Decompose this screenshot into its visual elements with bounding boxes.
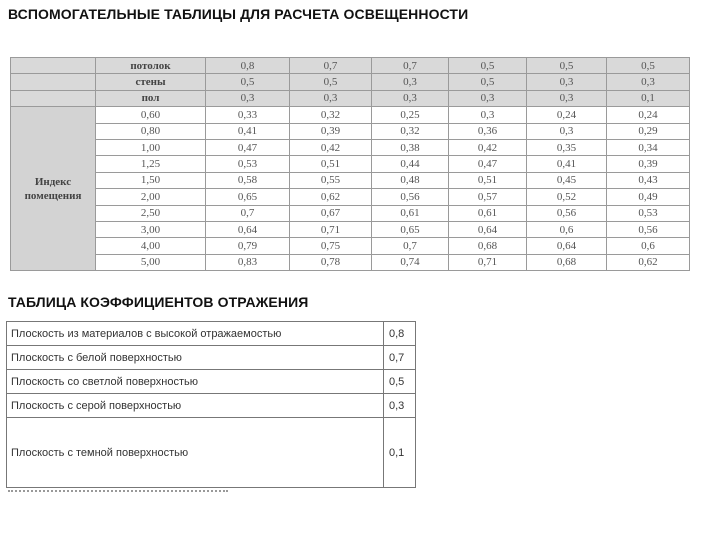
utilization-value-cell: 0,35 [527,139,607,155]
table-row [11,254,690,270]
header-value-cell: 0,3 [372,74,449,90]
utilization-value-cell: 0,6 [607,238,690,254]
surface-label: Плоскость из материалов с высокой отражаемостью [7,322,384,346]
utilization-value-cell: 0,44 [372,156,449,172]
reflection-row [7,370,416,394]
utilization-value-cell: 0,34 [607,139,690,155]
illumination-table [10,57,690,271]
table-row [11,123,690,139]
utilization-value-cell: 0,7 [206,205,290,221]
header-value-cell: 0,3 [527,74,607,90]
utilization-value-cell: 0,83 [206,254,290,270]
room-index-value: 2,00 [96,189,206,205]
header-label-cell: потолок [96,58,206,74]
room-index-value: 1,00 [96,139,206,155]
header-value-cell: 0,5 [607,58,690,74]
header-value-cell: 0,3 [607,74,690,90]
header-label-cell: пол [96,90,206,106]
room-index-value: 2,50 [96,205,206,221]
utilization-value-cell: 0,6 [527,221,607,237]
reflection-coefficient: 0,1 [384,418,416,488]
utilization-value-cell: 0,33 [206,107,290,123]
utilization-value-cell: 0,41 [206,123,290,139]
header-value-cell: 0,7 [372,58,449,74]
reflection-row [7,418,416,488]
header-value-cell: 0,3 [527,90,607,106]
utilization-value-cell: 0,61 [449,205,527,221]
room-index-label: Индекс помещения [11,107,96,271]
header-value-cell: 0,1 [607,90,690,106]
utilization-value-cell: 0,75 [290,238,372,254]
utilization-value-cell: 0,42 [290,139,372,155]
reflection-row [7,346,416,370]
utilization-value-cell: 0,71 [290,221,372,237]
table-row [11,156,690,172]
utilization-value-cell: 0,45 [527,172,607,188]
utilization-value-cell: 0,62 [290,189,372,205]
surface-label: Плоскость с темной поверхностью [7,418,384,488]
utilization-value-cell: 0,29 [607,123,690,139]
utilization-value-cell: 0,55 [290,172,372,188]
illumination-title: ВСПОМОГАТЕЛЬНЫЕ ТАБЛИЦЫ ДЛЯ РАСЧЕТА ОСВЕЩЕННОСТИ [8,6,469,22]
utilization-value-cell: 0,51 [449,172,527,188]
table-row [11,189,690,205]
utilization-value-cell: 0,65 [206,189,290,205]
utilization-value-cell: 0,67 [290,205,372,221]
room-index-value: 0,80 [96,123,206,139]
utilization-value-cell: 0,3 [449,107,527,123]
header-spacer-cell [11,74,96,90]
room-index-value: 3,00 [96,221,206,237]
reflection-coefficient: 0,3 [384,394,416,418]
utilization-value-cell: 0,38 [372,139,449,155]
utilization-value-cell: 0,68 [527,254,607,270]
room-index-value: 5,00 [96,254,206,270]
header-value-cell: 0,3 [206,90,290,106]
utilization-value-cell: 0,53 [206,156,290,172]
header-value-cell: 0,5 [206,74,290,90]
utilization-value-cell: 0,32 [372,123,449,139]
utilization-value-cell: 0,62 [607,254,690,270]
utilization-value-cell: 0,71 [449,254,527,270]
reflection-coefficient: 0,5 [384,370,416,394]
header-row [11,58,690,74]
utilization-value-cell: 0,47 [206,139,290,155]
header-value-cell: 0,7 [290,58,372,74]
table-row [11,205,690,221]
room-index-value: 4,00 [96,238,206,254]
utilization-value-cell: 0,53 [607,205,690,221]
reflection-row [7,394,416,418]
reflection-coefficient: 0,8 [384,322,416,346]
utilization-value-cell: 0,7 [372,238,449,254]
utilization-value-cell: 0,56 [372,189,449,205]
utilization-value-cell: 0,42 [449,139,527,155]
utilization-value-cell: 0,3 [527,123,607,139]
header-value-cell: 0,5 [449,74,527,90]
header-spacer-cell [11,58,96,74]
surface-label: Плоскость со светлой поверхностью [7,370,384,394]
surface-label: Плоскость с белой поверхностью [7,346,384,370]
reflection-coefficient: 0,7 [384,346,416,370]
utilization-value-cell: 0,52 [527,189,607,205]
utilization-value-cell: 0,36 [449,123,527,139]
utilization-value-cell: 0,49 [607,189,690,205]
header-value-cell: 0,3 [372,90,449,106]
utilization-value-cell: 0,64 [527,238,607,254]
header-value-cell: 0,8 [206,58,290,74]
utilization-value-cell: 0,48 [372,172,449,188]
utilization-value-cell: 0,41 [527,156,607,172]
table-row [11,139,690,155]
header-spacer-cell [11,90,96,106]
utilization-value-cell: 0,51 [290,156,372,172]
utilization-value-cell: 0,61 [372,205,449,221]
table-row [11,221,690,237]
header-label-cell: стены [96,74,206,90]
utilization-value-cell: 0,74 [372,254,449,270]
room-index-value: 1,25 [96,156,206,172]
utilization-value-cell: 0,68 [449,238,527,254]
utilization-value-cell: 0,79 [206,238,290,254]
reflection-table [6,321,416,488]
header-row [11,90,690,106]
room-index-value: 1,50 [96,172,206,188]
header-value-cell: 0,5 [527,58,607,74]
header-value-cell: 0,5 [290,74,372,90]
utilization-value-cell: 0,56 [527,205,607,221]
utilization-value-cell: 0,65 [372,221,449,237]
header-row [11,74,690,90]
utilization-value-cell: 0,57 [449,189,527,205]
utilization-value-cell: 0,39 [290,123,372,139]
utilization-value-cell: 0,58 [206,172,290,188]
utilization-value-cell: 0,24 [527,107,607,123]
header-value-cell: 0,5 [449,58,527,74]
utilization-value-cell: 0,32 [290,107,372,123]
room-index-value: 0,60 [96,107,206,123]
reflection-row [7,322,416,346]
utilization-value-cell: 0,78 [290,254,372,270]
reflection-title: ТАБЛИЦА КОЭФФИЦИЕНТОВ ОТРАЖЕНИЯ [8,294,309,310]
table-row [11,107,690,123]
utilization-value-cell: 0,64 [449,221,527,237]
surface-label: Плоскость с серой поверхностью [7,394,384,418]
utilization-value-cell: 0,24 [607,107,690,123]
utilization-value-cell: 0,43 [607,172,690,188]
utilization-value-cell: 0,39 [607,156,690,172]
utilization-value-cell: 0,47 [449,156,527,172]
table-row [11,238,690,254]
utilization-value-cell: 0,56 [607,221,690,237]
utilization-value-cell: 0,64 [206,221,290,237]
header-value-cell: 0,3 [290,90,372,106]
header-value-cell: 0,3 [449,90,527,106]
cut-off-text-line [8,490,228,498]
table-row [11,172,690,188]
utilization-value-cell: 0,25 [372,107,449,123]
